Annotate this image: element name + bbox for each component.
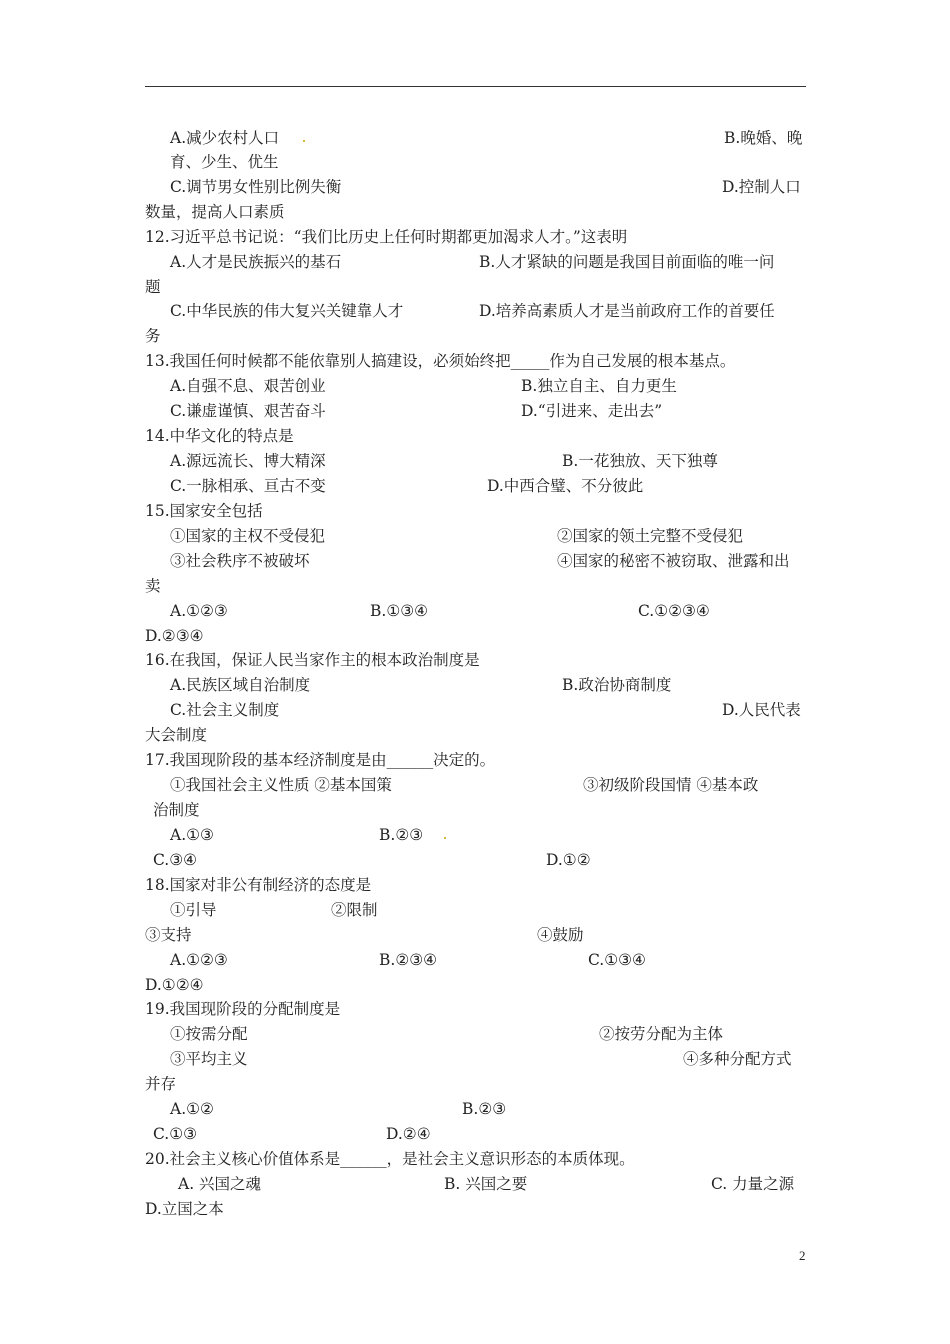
text-line: 13.我国任何时候都不能依靠别人搞建设，必须始终把_____作为自己发展的根本基点。 [145,352,736,370]
text-line: A.减少农村人口 [170,129,280,147]
text-line: ④国家的秘密不被窃取、泄露和出 [557,552,790,570]
text-line: ①按需分配 [170,1025,248,1043]
text-line: ③社会秩序不被破坏 [170,552,310,570]
text-line: 育、少生、优生 [170,153,279,171]
text-line: ③支持 [145,926,192,944]
text-line: D.控制人口 [722,178,801,196]
text-line: D.培养高素质人才是当前政府工作的首要任 [479,302,775,320]
text-line: C.社会主义制度 [170,701,280,719]
text-line: ①引导 [170,901,217,919]
text-line: 12.习近平总书记说：“我们比历史上任何时期都更加渴求人才。”这表明 [145,228,628,246]
speck-mark [444,837,446,839]
text-line: B.晚婚、晚 [724,129,803,147]
text-line: D.②④ [386,1125,431,1143]
text-line: ①我国社会主义性质 ②基本国策 [170,776,392,794]
text-line: B.②③ [462,1100,507,1118]
text-line: B.一花独放、天下独尊 [562,452,718,470]
text-line: B.政治协商制度 [562,676,672,694]
text-line: C.一脉相承、亘古不变 [170,477,326,495]
text-line: A.民族区域自治制度 [170,676,311,694]
text-line: B.人才紧缺的问题是我国目前面临的唯一问 [479,253,775,271]
text-line: 15.国家安全包括 [145,502,263,520]
text-line: B.②③ [379,826,424,844]
text-line: B.②③④ [379,951,438,969]
header-rule [145,86,806,87]
text-line: D.①②④ [145,976,204,994]
text-line: D.①② [546,851,591,869]
text-line: A.①③ [170,826,214,844]
text-line: B.独立自主、自力更生 [521,377,677,395]
text-line: C.①③ [153,1125,198,1143]
text-line: D.“引进来、走出去” [521,402,663,420]
text-line: ④鼓励 [537,926,584,944]
text-line: C.中华民族的伟大复兴关键靠人才 [170,302,404,320]
text-line: C.①③④ [588,951,646,969]
text-line: B. 兴国之要 [444,1175,528,1193]
text-line: 题 [145,278,161,296]
text-line: 16.在我国，保证人民当家作主的根本政治制度是 [145,651,480,669]
text-line: 大会制度 [145,726,208,744]
text-line: C.③④ [153,851,198,869]
text-line: ②国家的领土完整不受侵犯 [557,527,744,545]
text-line: B.①③④ [370,602,429,620]
text-line: C.调节男女性别比例失衡 [170,178,342,196]
text-line: A.①②③ [170,602,228,620]
text-line: A. 兴国之魂 [178,1175,262,1193]
text-line: C.谦虚谨慎、艰苦奋斗 [170,402,326,420]
text-line: A.①②③ [170,951,228,969]
text-line: A.源远流长、博大精深 [170,452,326,470]
text-line: ①国家的主权不受侵犯 [170,527,326,545]
text-line: ④多种分配方式 [683,1050,792,1068]
text-line: 14.中华文化的特点是 [145,427,294,445]
page-number: 2 [799,1248,806,1263]
text-line: D.人民代表 [722,701,801,719]
text-line: D.立国之本 [145,1200,224,1218]
text-line: A.①② [170,1100,214,1118]
text-line: 18.国家对非公有制经济的态度是 [145,876,372,894]
text-line: ②按劳分配为主体 [599,1025,724,1043]
text-line: D.中西合璧、不分彼此 [487,477,644,495]
text-line: ③初级阶段国情 ④基本政 [583,776,759,794]
text-line: A.自强不息、艰苦创业 [170,377,326,395]
text-line: A.人才是民族振兴的基石 [170,253,342,271]
text-line: 卖 [145,577,161,595]
text-line: 治制度 [153,801,200,819]
text-line: ③平均主义 [170,1050,248,1068]
text-line: 务 [145,327,161,345]
text-line: 19.我国现阶段的分配制度是 [145,1000,341,1018]
text-line: 并存 [145,1075,177,1093]
speck-mark [303,140,305,142]
text-line: ②限制 [331,901,378,919]
text-line: 17.我国现阶段的基本经济制度是由______决定的。 [145,751,496,769]
text-line: 20.社会主义核心价值体系是______，是社会主义意识形态的本质体现。 [145,1150,635,1168]
text-line: C.①②③④ [638,602,710,620]
text-line: 数量，提高人口素质 [145,203,285,221]
text-line: C. 力量之源 [711,1175,795,1193]
text-line: D.②③④ [145,627,204,645]
